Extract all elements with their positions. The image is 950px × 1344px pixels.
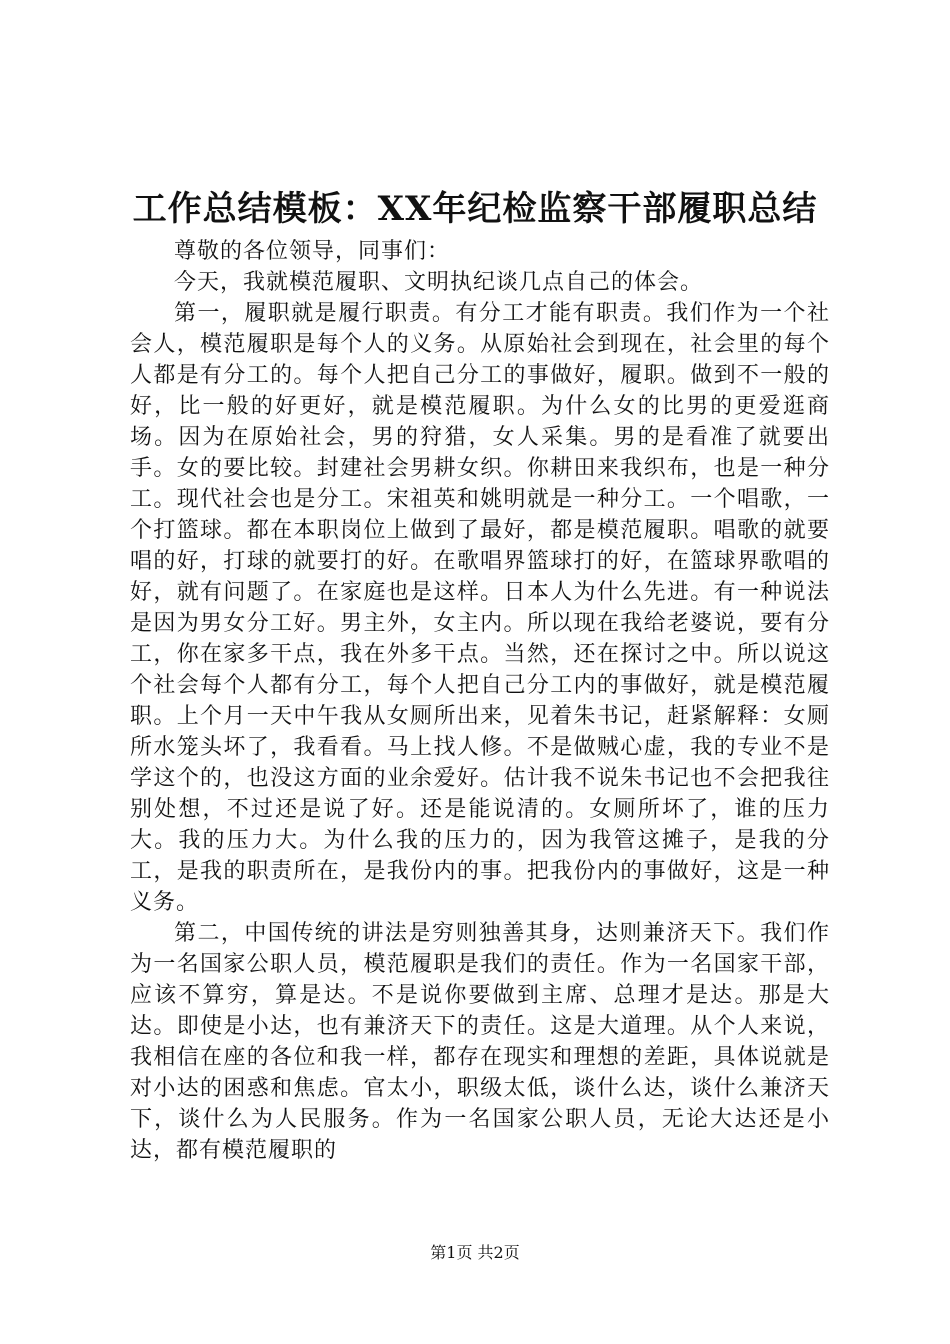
- body-paragraph-second-point: 第二，中国传统的讲法是穷则独善其身，达则兼济天下。我们作为一名国家公职人员，模范履职是我们的责任。作为一名国家干部，应该不算穷，算是达。不是说你要做到主席、总理才是达。那是大达。即使是小达，也有兼济天下的责任。这是大道理。从个人来说，我相信在座的各位和我一样，都存在现实和理想的差距，具体说就是对小达的困惑和焦虑。官太小，职级太低，谈什么达，谈什么兼济天下，谈什么为人民服务。作为一名国家公职人员，无论大达还是小达，都有模范履职的: [130, 921, 830, 1163]
- document-body: [130, 236, 830, 1166]
- document-title: 工作总结模板：XX年纪检监察干部履职总结: [132, 189, 818, 229]
- page-number-footer: 第1页 共2页: [430, 1243, 520, 1262]
- intro-paragraph: 今天，我就模范履职、文明执纪谈几点自己的体会。: [174, 270, 704, 295]
- salutation-paragraph: 尊敬的各位领导，同事们：: [174, 239, 451, 264]
- body-paragraph-first-point: 第一，履职就是履行职责。有分工才能有职责。我们作为一个社会人，模范履职是每个人的义务。从原始社会到现在，社会里的每个人都是有分工的。每个人把自己分工的事做好，履职。做到不一般的好，比一般的好更好，就是模范履职。为什么女的比男的更爱逛商场。因为在原始社会，男的狩猎，女人采集。男的是看准了就要出手。女的要比较。封建社会男耕女织。你耕田来我织布，也是一种分工。现代社会也是分工。宋祖英和姚明就是一种分工。一个唱歌，一个打篮球。都在本职岗位上做到了最好，都是模范履职。唱歌的就要唱的好，打球的就要打的好。在歌唱界篮球打的好，在篮球界歌唱的好，就有问题了。在家庭也是这样。日本人为什么先进。有一种说法是因为男女分工好。男主外，女主内。所以现在我给老婆说，要有分工，你在家多干点，我在外多干点。当然，还在探讨之中。所以说这个社会每个人都有分工，每个人把自己分工内的事做好，就是模范履职。上个月一天中午我从女厕所出来，见着朱书记，赶紧解释：女厕所水笼头坏了，我看看。马上找人修。不是做贼心虚，我的专业不是学这个的，也没这方面的业余爱好。估计我不说朱书记也不会把我往别处想，不过还是说了好。还是能说清的。女厕所坏了，谁的压力大。我的压力大。为什么我的压力的，因为我管这摊子，是我的分工，是我的职责所在，是我份内的事。把我份内的事做好，这是一种义务。: [130, 301, 830, 915]
